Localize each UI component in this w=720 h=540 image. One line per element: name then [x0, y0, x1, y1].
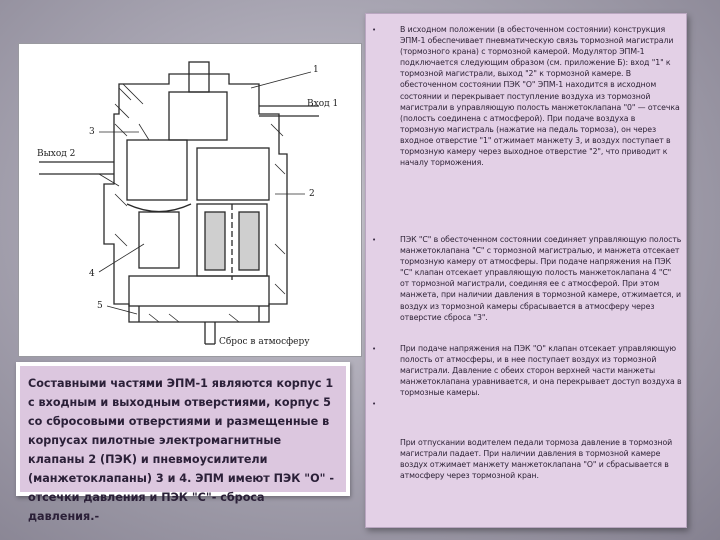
paragraph-4: При отпускании водителем педали тормоза давление в тормозной магистрали падает. При наличии давления в тормозной камере воздух отжимает манжету манжетоклапана "О" и сбрасывается в атмосферу через тормозной кран. — [400, 438, 673, 481]
bullet-3: • — [372, 345, 377, 353]
paragraph-1: В исходном положении (в обесточенном состоянии) конструкция ЭПМ-1 обеспечивает пневматическую связь тормозной магистрали (тормозного крана) с тормозной камерой. Модулятор ЭПМ-1 подключается следующим образом (см. приложение Б): вход "1" к тормозной магистрали, выход "2" к тормозной камере. В обесточенном состоянии ПЭК "О" ЭПМ-1 находится в исходном состоянии и перекрывает поступление воздуха из тормозной магистрали в управляющую полость манжетоклапана "0" — отсечка (полость соединена с атмосферой). При подаче воздуха в тормозную магистраль (нажатие на педаль тормоза), он через входное отверстие "1" отжимает манжету 3, и воздух поступает в тормозную камеру через выходное отверстие "2", что приводит к началу торможения. — [400, 25, 680, 168]
label-num-5: 5 — [97, 301, 103, 311]
bullet-1: • — [372, 26, 377, 34]
label-outlet: Выход 2 — [37, 149, 76, 159]
upper-chamber — [169, 92, 227, 140]
chamber-right — [197, 148, 269, 200]
caption-box — [16, 362, 350, 523]
coil-left — [205, 212, 225, 270]
technical-drawing — [18, 43, 362, 357]
lower-body — [129, 276, 269, 306]
diaphragm — [127, 204, 191, 212]
label-num-3: 3 — [89, 127, 95, 137]
leader-5 — [107, 306, 137, 314]
coil-right — [239, 212, 259, 270]
outlet-channel — [39, 162, 114, 174]
label-num-2: 2 — [309, 189, 315, 199]
label-num-1: 1 — [313, 65, 319, 75]
bullet-4: • — [372, 400, 377, 408]
paragraph-3: При подаче напряжения на ПЭК "О" клапан отсекает управляющую полость от атмосферы, и в нее поступает воздух из тормозной магистрали. Давление с обеих сторон верхней части манжеты манжетоклапана уравнивается, и она перекрывает доступ воздуха в тормозные камеры. — [400, 344, 682, 398]
caption-text: Составными частями ЭПМ-1 являются корпус 1 с входным и выходным отверстиями, корпус 5 со сбросовыми отверстиями и размещенные в корпусах пилотные электромагнитные клапаны 2 (ПЭК) и пневмоусилители (манжетоклапаны) 3 и 4. ЭПМ имеют ПЭК "О" - отсечки давления и ПЭК "С"- сброса давления.- — [28, 377, 334, 523]
label-num-4: 4 — [89, 269, 95, 279]
leader-1 — [251, 72, 311, 88]
bullet-2: • — [372, 236, 377, 244]
housing-outline — [104, 74, 287, 322]
paragraph-2: ПЭК "С" в обесточенном состоянии соединяет управляющую полость манжетоклапана "С" с тормозной магистралью, и манжета отсекает тормозную камеру от атмосферы. При подаче напряжения на ПЭК "С" клапан отсекает управляющую полость манжетоклапана 4 "С" от тормозной магистрали, соединяя ее с атмосферой. При этом манжета, при наличии давления в тормозной камере, отжимается, и воздух из тормозной камеры сбрасывается в атмосферу через отверстие сброса "3". — [400, 235, 682, 322]
valve-cross-section-diagram — [19, 44, 361, 356]
description-panel — [365, 13, 687, 528]
label-inlet: Вход 1 — [307, 99, 339, 109]
label-exhaust: Сброс в атмосферу — [219, 337, 310, 347]
piston — [139, 212, 179, 268]
top-cap — [189, 62, 209, 92]
exhaust-channel — [205, 322, 215, 344]
leader-4 — [99, 244, 144, 272]
chamber-left — [127, 140, 187, 200]
